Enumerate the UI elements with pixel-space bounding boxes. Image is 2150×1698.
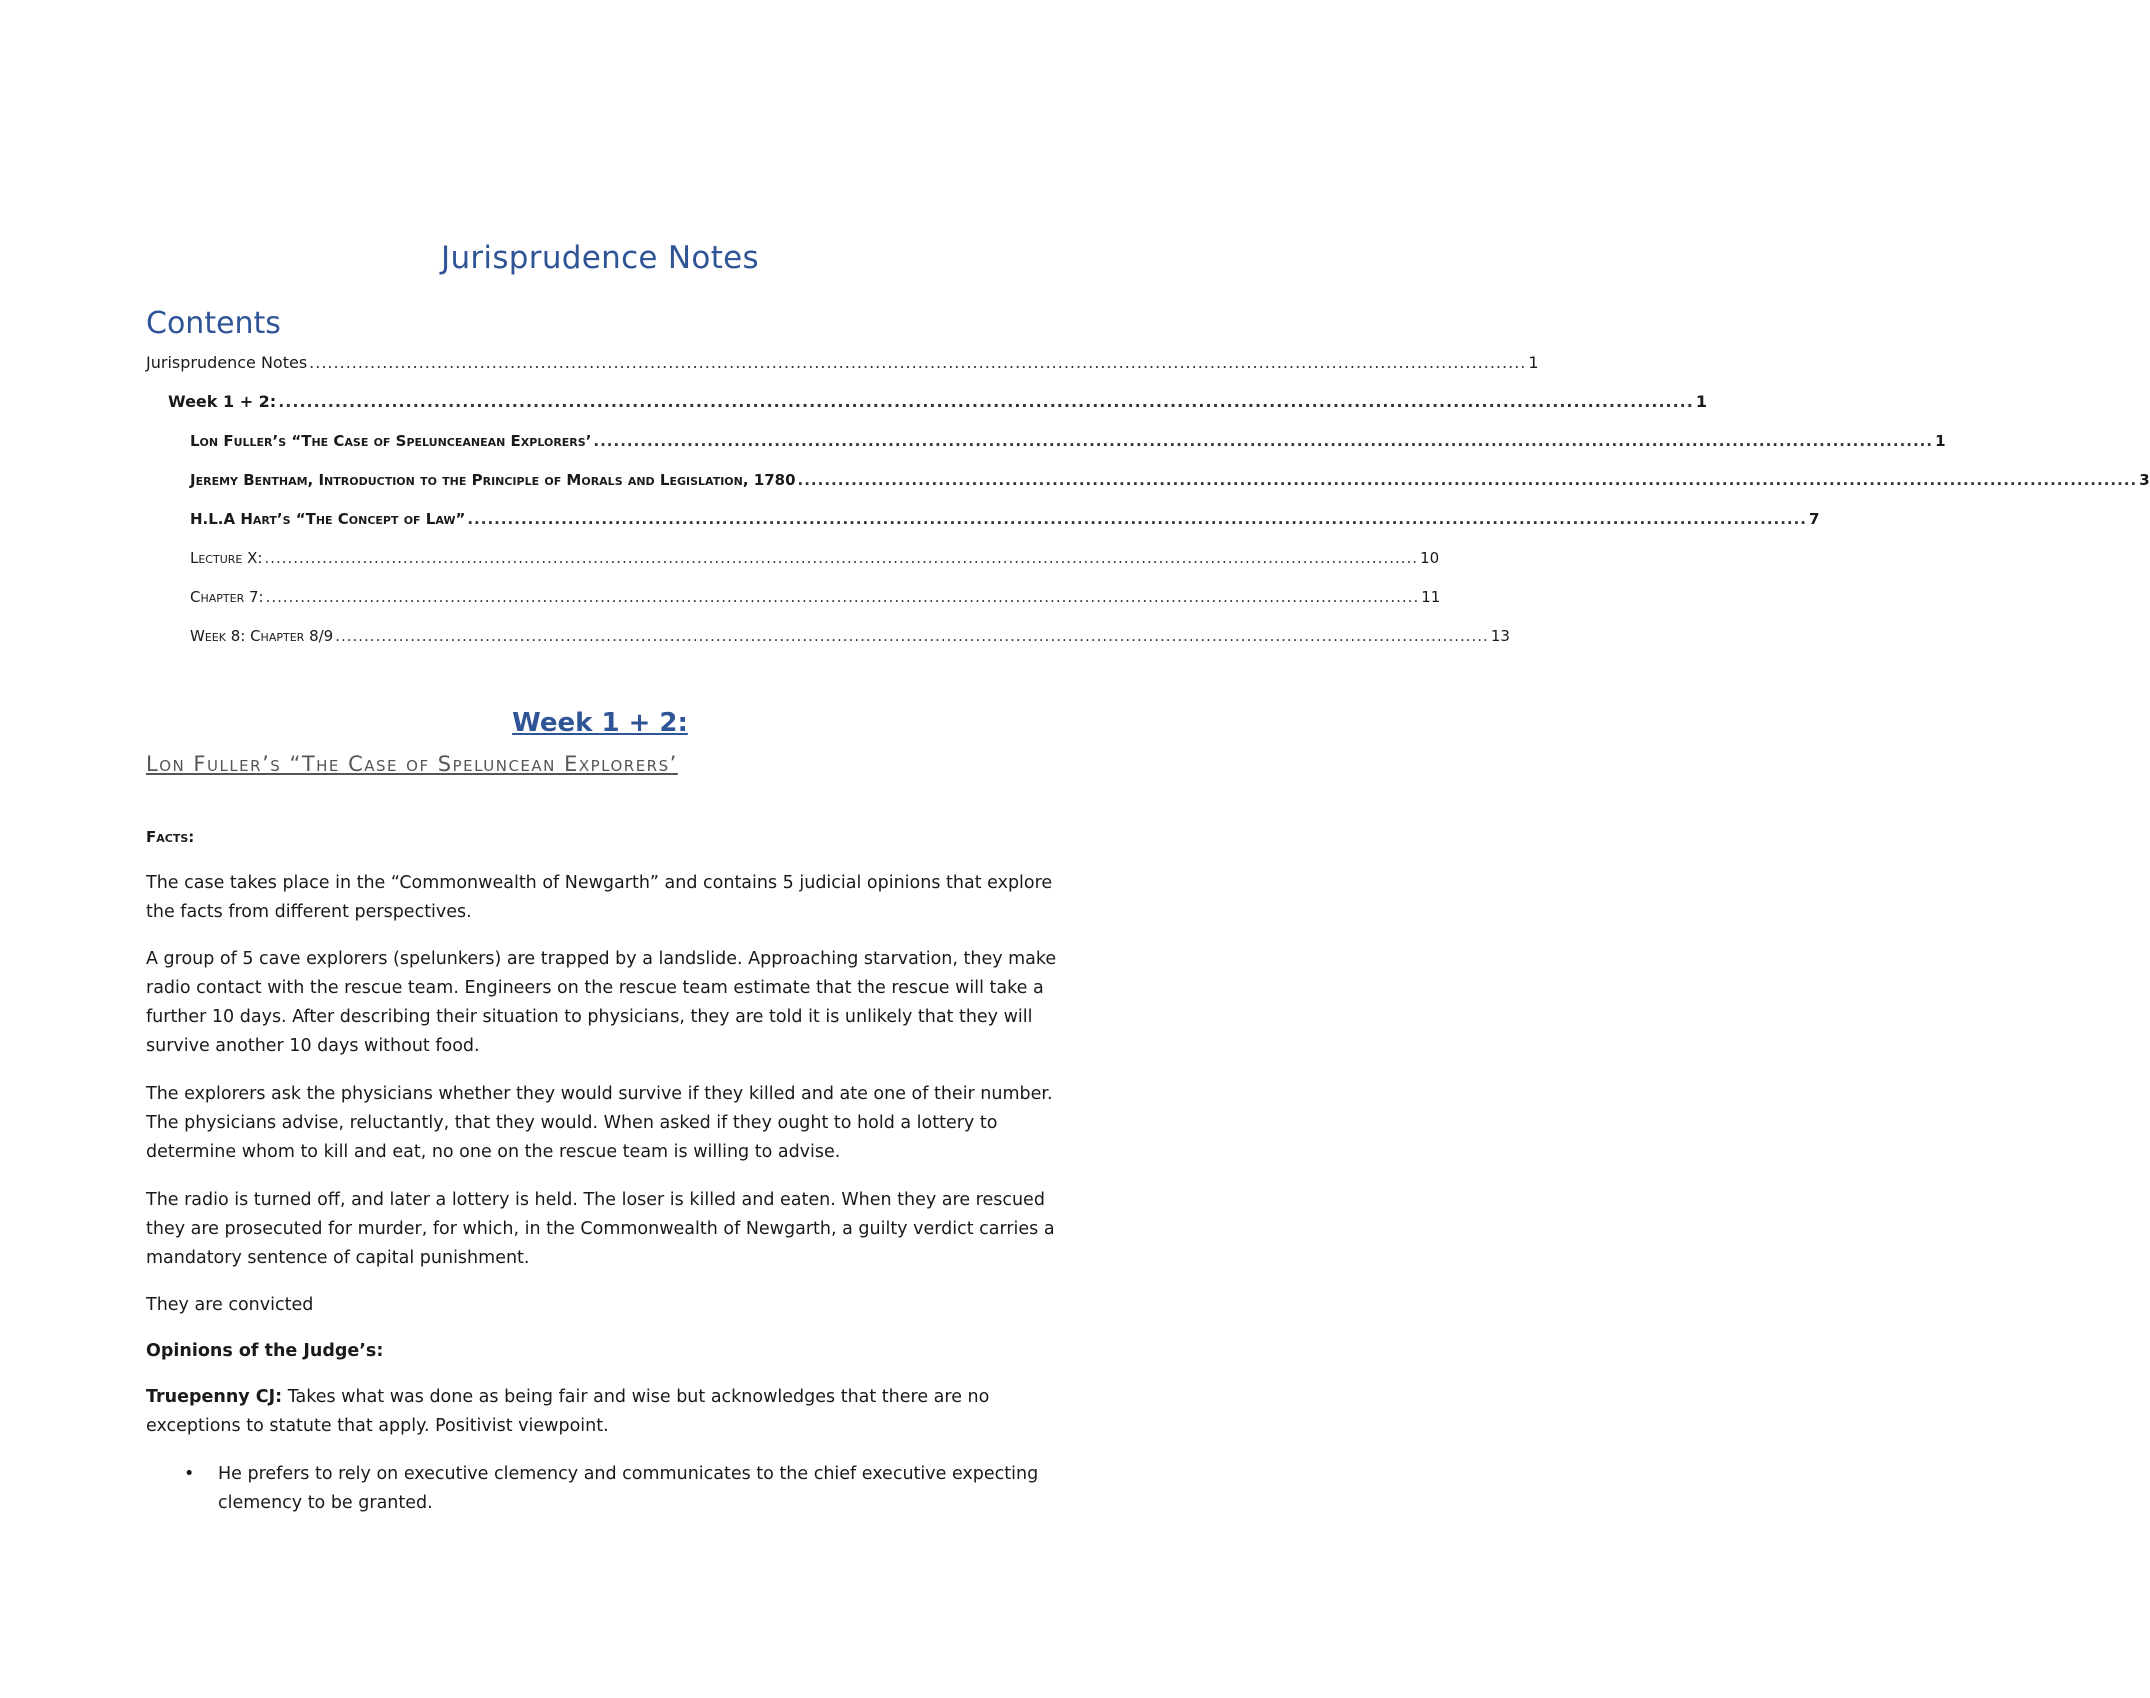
toc-entry-label: Lon Fuller’s “The Case of Spelunceanean Explorers’ [190,432,592,450]
opinion-truepenny [146,1383,1066,1441]
toc-leader-dots: ........................................................................................................................................................................................................ [335,627,1489,645]
toc-leader-dots: ........................................................................................................................................................................................................ [467,510,1808,528]
toc-entry-chapter-7[interactable] [146,586,1441,608]
toc-leader-dots: ........................................................................................................................................................................................................ [265,588,1420,606]
toc-leader-dots: ........................................................................................................................................................................................................ [264,549,1419,567]
toc-entry-label: Jeremy Bentham, Introduction to the Principle of Morals and Legislation, 1780 [190,471,796,489]
toc-entry-page: 1 [1695,392,1707,411]
facts-label: Facts: [146,828,195,846]
section-heading: Lon Fuller’s “The Case of Speluncean Explorers’ [146,752,678,776]
toc-entry-label: Lecture X: [190,549,263,567]
paragraph-text: They are convicted [146,1295,314,1315]
opinions-heading: Opinions of the Judge’s: [146,1341,384,1361]
opinion-text: Takes what was done as being fair and wise but acknowledges that there are no exceptions to statute that apply. Positivist viewpoint. [146,1387,990,1436]
toc-entry-label: Chapter 7: [190,588,264,606]
toc-entry-page: 1 [1528,353,1539,372]
contents-heading: Contents [146,306,281,341]
toc-leader-dots: ........................................................................................................................................................................................................ [797,471,2138,489]
toc-entry-week-1-2[interactable] [146,391,1707,413]
toc-entry-page: 11 [1421,588,1441,606]
paragraph [146,1080,1066,1167]
bullet-text: He prefers to rely on executive clemency and communicates to the chief executive expecting clemency to be granted. [218,1464,1039,1513]
toc-entry-page: 13 [1490,627,1510,645]
paragraph-text: The explorers ask the physicians whether they would survive if they killed and ate one of their number. The physicians advise, reluctantly, that they would. When asked if they ought to hold a lottery to determine whom to kill and eat, no one on the rescue team is willing to advise. [146,1084,1053,1162]
paragraph-text: A group of 5 cave explorers (spelunkers) are trapped by a landslide. Approaching starvation, they make radio contact with the rescue team. Engineers on the rescue team estimate that the rescue will take a further 10 days. After describing their situation to physicians, they are told it is unlikely that they will survive another 10 days without food. [146,949,1057,1056]
paragraph [146,869,1066,927]
paragraph-text: The case takes place in the “Commonwealth of Newgarth” and contains 5 judicial opinions that explore the facts from different perspectives. [146,873,1053,922]
toc-entry-fuller[interactable] [146,430,1946,452]
toc-leader-dots: ........................................................................................................................................................................................................ [593,432,1934,450]
paragraph [146,945,1066,1061]
toc-entry-week-8[interactable] [146,625,1510,647]
week-heading: Week 1 + 2: [512,708,688,738]
toc-entry-hart[interactable] [146,508,1820,530]
toc-entry-page: 3 [2139,471,2150,489]
toc-entry-page: 7 [1809,510,1820,528]
paragraph-text: The radio is turned off, and later a lottery is held. The loser is killed and eaten. When they are rescued they are prosecuted for murder, for which, in the Commonwealth of Newgarth, a guilty verdict carries a mandatory sentence of capital punishment. [146,1190,1055,1268]
toc-entry-jurisprudence-notes[interactable] [146,352,1539,374]
document-title: Jurisprudence Notes [441,240,759,276]
paragraph [146,1291,1066,1320]
toc-entry-page: 1 [1935,432,1946,450]
bullet-icon: • [184,1464,195,1484]
toc-leader-dots: ........................................................................................................................................................................................................ [309,353,1527,372]
toc-entry-label: Week 8: Chapter 8/9 [190,627,334,645]
paragraph [146,1186,1066,1273]
toc-entry-label: H.L.A Hart’s “The Concept of Law” [190,510,466,528]
judge-name: Truepenny CJ: [146,1387,283,1407]
toc-entry-page: 10 [1420,549,1440,567]
toc-leader-dots: ........................................................................................................................................................................................................ [278,392,1694,411]
toc-entry-lecture-x[interactable] [146,547,1440,569]
toc-entry-bentham[interactable] [146,469,2150,491]
toc-entry-label: Jurisprudence Notes [146,353,308,372]
toc-entry-label: Week 1 + 2: [168,392,277,411]
